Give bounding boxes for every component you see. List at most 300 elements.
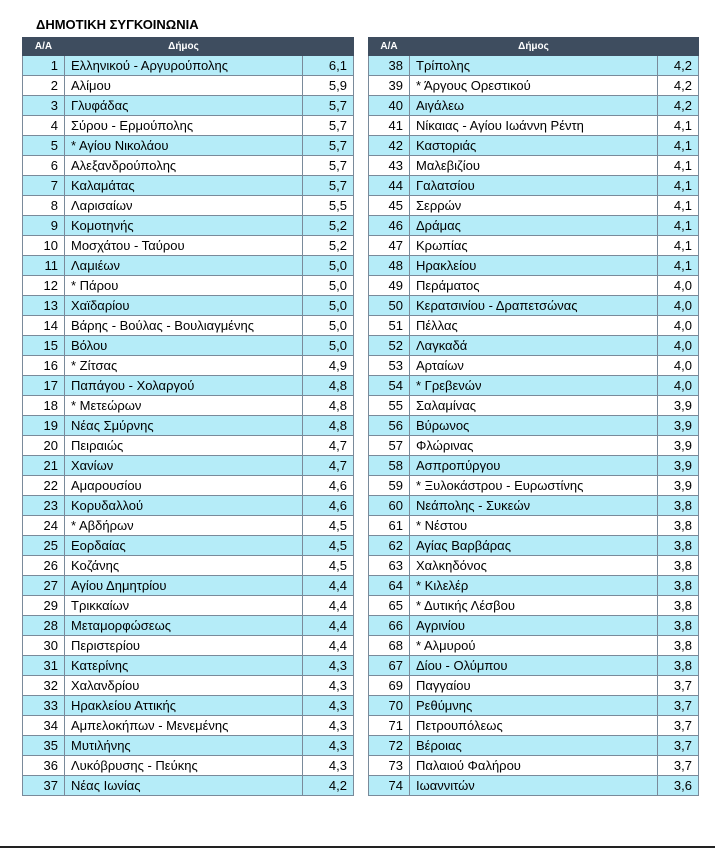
- rank-cell: 30: [23, 636, 65, 656]
- value-cell: 3,8: [658, 496, 699, 516]
- rank-cell: 16: [23, 356, 65, 376]
- value-cell: 4,3: [303, 756, 354, 776]
- rank-cell: 55: [369, 396, 410, 416]
- ranking-table-right: [368, 37, 699, 796]
- rank-cell: 7: [23, 176, 65, 196]
- rank-cell: 15: [23, 336, 65, 356]
- value-cell: 3,8: [658, 616, 699, 636]
- rank-cell: 54: [369, 376, 410, 396]
- value-cell: 5,7: [303, 96, 354, 116]
- value-cell: 3,9: [658, 416, 699, 436]
- rank-cell: 21: [23, 456, 65, 476]
- municipality-cell: Περάματος: [410, 276, 658, 296]
- table-row: [369, 416, 699, 436]
- table-row: [23, 516, 354, 536]
- value-cell: 4,3: [303, 696, 354, 716]
- rank-cell: 23: [23, 496, 65, 516]
- table-row: [23, 756, 354, 776]
- table-row: [369, 596, 699, 616]
- value-cell: 5,0: [303, 336, 354, 356]
- rank-cell: 57: [369, 436, 410, 456]
- table-row: [23, 296, 354, 316]
- table-row: [23, 636, 354, 656]
- value-cell: 3,7: [658, 756, 699, 776]
- value-cell: 4,3: [303, 656, 354, 676]
- value-cell: 4,0: [658, 316, 699, 336]
- rank-cell: 8: [23, 196, 65, 216]
- table-row: [23, 136, 354, 156]
- municipality-cell: Μεταμορφώσεως: [65, 616, 303, 636]
- value-cell: 4,4: [303, 616, 354, 636]
- value-cell: 4,4: [303, 596, 354, 616]
- municipality-cell: Χαλκηδόνος: [410, 556, 658, 576]
- municipality-cell: Τρίπολης: [410, 56, 658, 76]
- value-cell: 4,4: [303, 636, 354, 656]
- value-cell: 4,4: [303, 576, 354, 596]
- value-cell: 6,1: [303, 56, 354, 76]
- municipality-cell: Πετρουπόλεως: [410, 716, 658, 736]
- table-row: [369, 636, 699, 656]
- value-cell: 4,0: [658, 356, 699, 376]
- table-row: [23, 716, 354, 736]
- value-cell: 5,9: [303, 76, 354, 96]
- municipality-cell: * Πάρου: [65, 276, 303, 296]
- rank-cell: 31: [23, 656, 65, 676]
- municipality-cell: Σύρου - Ερμούπολης: [65, 116, 303, 136]
- value-cell: 4,1: [658, 256, 699, 276]
- bottom-divider: [0, 846, 715, 848]
- table-row: [369, 216, 699, 236]
- rank-cell: 70: [369, 696, 410, 716]
- value-cell: 5,0: [303, 296, 354, 316]
- table-row: [23, 76, 354, 96]
- table-row: [369, 96, 699, 116]
- rank-cell: 69: [369, 676, 410, 696]
- rank-cell: 17: [23, 376, 65, 396]
- table-row: [369, 236, 699, 256]
- municipality-cell: Σαλαμίνας: [410, 396, 658, 416]
- table-row: [23, 356, 354, 376]
- page-title: ΔΗΜΟΤΙΚΗ ΣΥΓΚΟΙΝΩΝΙΑ: [36, 17, 199, 32]
- municipality-cell: Κορυδαλλού: [65, 496, 303, 516]
- table-row: [23, 456, 354, 476]
- municipality-cell: Χαϊδαρίου: [65, 296, 303, 316]
- rank-cell: 73: [369, 756, 410, 776]
- municipality-cell: Παπάγου - Χολαργού: [65, 376, 303, 396]
- rank-cell: 58: [369, 456, 410, 476]
- value-cell: 3,8: [658, 516, 699, 536]
- rank-cell: 50: [369, 296, 410, 316]
- municipality-cell: Δίου - Ολύμπου: [410, 656, 658, 676]
- municipality-cell: Παγγαίου: [410, 676, 658, 696]
- municipality-cell: Πειραιώς: [65, 436, 303, 456]
- municipality-cell: Πέλλας: [410, 316, 658, 336]
- ranking-table-left: [22, 37, 354, 796]
- municipality-cell: Μυτιλήνης: [65, 736, 303, 756]
- table-row: [369, 756, 699, 776]
- value-cell: 4,5: [303, 516, 354, 536]
- municipality-cell: Νίκαιας - Αγίου Ιωάννη Ρέντη: [410, 116, 658, 136]
- municipality-cell: * Κιλελέρ: [410, 576, 658, 596]
- value-cell: 4,6: [303, 476, 354, 496]
- rank-cell: 48: [369, 256, 410, 276]
- rank-cell: 29: [23, 596, 65, 616]
- rank-cell: 6: [23, 156, 65, 176]
- table-row: [369, 156, 699, 176]
- rank-cell: 65: [369, 596, 410, 616]
- table-row: [23, 316, 354, 336]
- value-cell: 4,0: [658, 276, 699, 296]
- table-row: [369, 56, 699, 76]
- value-cell: 4,5: [303, 536, 354, 556]
- table-row: [369, 176, 699, 196]
- municipality-cell: Βάρης - Βούλας - Βουλιαγμένης: [65, 316, 303, 336]
- municipality-cell: * Μετεώρων: [65, 396, 303, 416]
- value-cell: 3,8: [658, 576, 699, 596]
- table-row: [369, 736, 699, 756]
- municipality-cell: Ιωαννιτών: [410, 776, 658, 796]
- municipality-cell: Λαγκαδά: [410, 336, 658, 356]
- value-cell: 4,3: [303, 736, 354, 756]
- value-cell: 3,9: [658, 436, 699, 456]
- municipality-cell: Λυκόβρυσης - Πεύκης: [65, 756, 303, 776]
- municipality-column-header: Δήμος: [65, 38, 303, 56]
- table-row: [23, 256, 354, 276]
- value-cell: 5,5: [303, 196, 354, 216]
- value-cell: 5,0: [303, 256, 354, 276]
- rank-cell: 61: [369, 516, 410, 536]
- table-row: [369, 516, 699, 536]
- value-cell: 4,0: [658, 336, 699, 356]
- rank-cell: 19: [23, 416, 65, 436]
- municipality-cell: Αγίου Δημητρίου: [65, 576, 303, 596]
- value-cell: 4,1: [658, 216, 699, 236]
- rank-cell: 20: [23, 436, 65, 456]
- table-row: [23, 536, 354, 556]
- rank-cell: 43: [369, 156, 410, 176]
- rank-cell: 18: [23, 396, 65, 416]
- table-row: [369, 656, 699, 676]
- value-cell: 4,1: [658, 236, 699, 256]
- table-row: [23, 736, 354, 756]
- table-row: [23, 476, 354, 496]
- municipality-cell: Αγρινίου: [410, 616, 658, 636]
- table-row: [23, 376, 354, 396]
- table-header-row: [23, 38, 354, 56]
- value-cell: 4,2: [658, 96, 699, 116]
- table-row: [369, 456, 699, 476]
- value-cell: 3,9: [658, 396, 699, 416]
- value-column-header: [658, 38, 699, 56]
- rank-cell: 28: [23, 616, 65, 636]
- table-row: [369, 556, 699, 576]
- rank-cell: 52: [369, 336, 410, 356]
- rank-cell: 32: [23, 676, 65, 696]
- municipality-cell: Κρωπίας: [410, 236, 658, 256]
- table-row: [23, 696, 354, 716]
- table-row: [369, 696, 699, 716]
- municipality-cell: Βόλου: [65, 336, 303, 356]
- rank-cell: 24: [23, 516, 65, 536]
- municipality-cell: * Ξυλοκάστρου - Ευρωστίνης: [410, 476, 658, 496]
- value-cell: 3,8: [658, 556, 699, 576]
- table-row: [369, 256, 699, 276]
- value-column-header: [303, 38, 354, 56]
- value-cell: 5,0: [303, 316, 354, 336]
- municipality-cell: Χανίων: [65, 456, 303, 476]
- table-row: [23, 396, 354, 416]
- rank-cell: 45: [369, 196, 410, 216]
- rank-cell: 59: [369, 476, 410, 496]
- table-row: [369, 196, 699, 216]
- table-row: [23, 416, 354, 436]
- table-row: [23, 676, 354, 696]
- municipality-cell: Ελληνικού - Αργυρούπολης: [65, 56, 303, 76]
- rank-cell: 36: [23, 756, 65, 776]
- rank-cell: 10: [23, 236, 65, 256]
- municipality-cell: * Άργους Ορεστικού: [410, 76, 658, 96]
- value-cell: 3,9: [658, 476, 699, 496]
- municipality-cell: * Αβδήρων: [65, 516, 303, 536]
- value-cell: 5,0: [303, 276, 354, 296]
- value-cell: 3,7: [658, 676, 699, 696]
- value-cell: 4,1: [658, 156, 699, 176]
- rank-cell: 33: [23, 696, 65, 716]
- municipality-cell: Καστοριάς: [410, 136, 658, 156]
- municipality-cell: Μοσχάτου - Ταύρου: [65, 236, 303, 256]
- rank-cell: 53: [369, 356, 410, 376]
- municipality-cell: Κατερίνης: [65, 656, 303, 676]
- table-row: [369, 356, 699, 376]
- value-cell: 3,8: [658, 536, 699, 556]
- municipality-cell: * Γρεβενών: [410, 376, 658, 396]
- table-row: [369, 396, 699, 416]
- rank-cell: 49: [369, 276, 410, 296]
- rank-cell: 74: [369, 776, 410, 796]
- table-row: [23, 116, 354, 136]
- municipality-cell: Σερρών: [410, 196, 658, 216]
- municipality-cell: Ασπροπύργου: [410, 456, 658, 476]
- municipality-cell: Γαλατσίου: [410, 176, 658, 196]
- municipality-cell: Λαρισαίων: [65, 196, 303, 216]
- municipality-cell: Αιγάλεω: [410, 96, 658, 116]
- value-cell: 4,0: [658, 296, 699, 316]
- municipality-cell: Αρταίων: [410, 356, 658, 376]
- table-row: [23, 596, 354, 616]
- rank-cell: 64: [369, 576, 410, 596]
- table-row: [23, 656, 354, 676]
- municipality-cell: Εορδαίας: [65, 536, 303, 556]
- municipality-cell: Νέας Ιωνίας: [65, 776, 303, 796]
- rank-cell: 46: [369, 216, 410, 236]
- municipality-cell: Περιστερίου: [65, 636, 303, 656]
- municipality-cell: Φλώρινας: [410, 436, 658, 456]
- value-cell: 4,3: [303, 676, 354, 696]
- value-cell: 3,8: [658, 636, 699, 656]
- table-row: [23, 56, 354, 76]
- value-cell: 4,2: [658, 76, 699, 96]
- rank-cell: 42: [369, 136, 410, 156]
- value-cell: 4,5: [303, 556, 354, 576]
- table-row: [369, 436, 699, 456]
- rank-cell: 34: [23, 716, 65, 736]
- value-cell: 4,6: [303, 496, 354, 516]
- municipality-cell: Γλυφάδας: [65, 96, 303, 116]
- value-cell: 4,1: [658, 136, 699, 156]
- value-cell: 4,2: [303, 776, 354, 796]
- rank-cell: 72: [369, 736, 410, 756]
- rank-cell: 44: [369, 176, 410, 196]
- table-row: [23, 216, 354, 236]
- rank-cell: 63: [369, 556, 410, 576]
- value-cell: 3,8: [658, 656, 699, 676]
- rank-cell: 41: [369, 116, 410, 136]
- table-row: [23, 156, 354, 176]
- rank-cell: 68: [369, 636, 410, 656]
- municipality-cell: Κερατσινίου - Δραπετσώνας: [410, 296, 658, 316]
- value-cell: 4,9: [303, 356, 354, 376]
- value-cell: 5,2: [303, 216, 354, 236]
- municipality-cell: Κοζάνης: [65, 556, 303, 576]
- table-row: [369, 476, 699, 496]
- table-row: [369, 776, 699, 796]
- municipality-cell: Αμαρουσίου: [65, 476, 303, 496]
- table-row: [23, 496, 354, 516]
- rank-cell: 37: [23, 776, 65, 796]
- municipality-cell: Κομοτηνής: [65, 216, 303, 236]
- table-row: [23, 176, 354, 196]
- value-cell: 3,6: [658, 776, 699, 796]
- municipality-cell: Νέας Σμύρνης: [65, 416, 303, 436]
- table-row: [369, 616, 699, 636]
- value-cell: 4,0: [658, 376, 699, 396]
- rank-cell: 26: [23, 556, 65, 576]
- rank-cell: 5: [23, 136, 65, 156]
- municipality-cell: Αμπελοκήπων - Μενεμένης: [65, 716, 303, 736]
- table-row: [23, 196, 354, 216]
- value-cell: 4,8: [303, 376, 354, 396]
- value-cell: 5,7: [303, 116, 354, 136]
- value-cell: 4,1: [658, 196, 699, 216]
- value-cell: 4,2: [658, 56, 699, 76]
- value-cell: 4,8: [303, 416, 354, 436]
- table-row: [369, 136, 699, 156]
- rank-cell: 12: [23, 276, 65, 296]
- table-header-row: [369, 38, 699, 56]
- municipality-cell: Ηρακλείου Αττικής: [65, 696, 303, 716]
- table-row: [23, 616, 354, 636]
- table-row: [369, 336, 699, 356]
- rank-cell: 1: [23, 56, 65, 76]
- municipality-cell: * Αγίου Νικολάου: [65, 136, 303, 156]
- rank-cell: 22: [23, 476, 65, 496]
- municipality-cell: Νεάπολης - Συκεών: [410, 496, 658, 516]
- value-cell: 5,7: [303, 156, 354, 176]
- rank-cell: 71: [369, 716, 410, 736]
- rank-cell: 51: [369, 316, 410, 336]
- municipality-cell: * Νέστου: [410, 516, 658, 536]
- table-row: [369, 316, 699, 336]
- value-cell: 4,8: [303, 396, 354, 416]
- value-cell: 3,7: [658, 736, 699, 756]
- municipality-cell: Δράμας: [410, 216, 658, 236]
- rank-cell: 13: [23, 296, 65, 316]
- table-row: [369, 716, 699, 736]
- table-row: [369, 576, 699, 596]
- table-row: [23, 556, 354, 576]
- value-cell: 4,1: [658, 176, 699, 196]
- rank-cell: 66: [369, 616, 410, 636]
- rank-cell: 14: [23, 316, 65, 336]
- municipality-cell: Χαλανδρίου: [65, 676, 303, 696]
- municipality-cell: * Αλμυρού: [410, 636, 658, 656]
- value-cell: 3,7: [658, 716, 699, 736]
- municipality-cell: Βέροιας: [410, 736, 658, 756]
- table-row: [23, 336, 354, 356]
- municipality-cell: Ρεθύμνης: [410, 696, 658, 716]
- municipality-cell: Αλίμου: [65, 76, 303, 96]
- rank-cell: 11: [23, 256, 65, 276]
- municipality-cell: Μαλεβιζίου: [410, 156, 658, 176]
- table-row: [369, 76, 699, 96]
- table-row: [369, 676, 699, 696]
- municipality-column-header: Δήμος: [410, 38, 658, 56]
- rank-cell: 35: [23, 736, 65, 756]
- rank-cell: 9: [23, 216, 65, 236]
- value-cell: 4,7: [303, 436, 354, 456]
- value-cell: 4,3: [303, 716, 354, 736]
- rank-cell: 60: [369, 496, 410, 516]
- table-row: [23, 576, 354, 596]
- municipality-cell: * Ζίτσας: [65, 356, 303, 376]
- municipality-cell: Παλαιού Φαλήρου: [410, 756, 658, 776]
- table-row: [369, 296, 699, 316]
- rank-column-header: Α/Α: [23, 38, 65, 56]
- table-row: [23, 776, 354, 796]
- municipality-cell: Λαμιέων: [65, 256, 303, 276]
- value-cell: 5,2: [303, 236, 354, 256]
- table-row: [369, 496, 699, 516]
- value-cell: 3,7: [658, 696, 699, 716]
- value-cell: 5,7: [303, 176, 354, 196]
- rank-cell: 25: [23, 536, 65, 556]
- table-row: [23, 276, 354, 296]
- rank-cell: 47: [369, 236, 410, 256]
- municipality-cell: Ηρακλείου: [410, 256, 658, 276]
- municipality-cell: Αλεξανδρούπολης: [65, 156, 303, 176]
- value-cell: 4,1: [658, 116, 699, 136]
- table-row: [23, 96, 354, 116]
- rank-cell: 27: [23, 576, 65, 596]
- rank-cell: 2: [23, 76, 65, 96]
- rank-cell: 56: [369, 416, 410, 436]
- rank-cell: 3: [23, 96, 65, 116]
- municipality-cell: Αγίας Βαρβάρας: [410, 536, 658, 556]
- table-row: [369, 276, 699, 296]
- table-row: [369, 376, 699, 396]
- municipality-cell: Βύρωνος: [410, 416, 658, 436]
- municipality-cell: * Δυτικής Λέσβου: [410, 596, 658, 616]
- value-cell: 5,7: [303, 136, 354, 156]
- municipality-cell: Τρικκαίων: [65, 596, 303, 616]
- table-row: [369, 116, 699, 136]
- table-row: [23, 236, 354, 256]
- value-cell: 4,7: [303, 456, 354, 476]
- municipality-cell: Καλαμάτας: [65, 176, 303, 196]
- rank-cell: 67: [369, 656, 410, 676]
- rank-column-header: Α/Α: [369, 38, 410, 56]
- table-row: [369, 536, 699, 556]
